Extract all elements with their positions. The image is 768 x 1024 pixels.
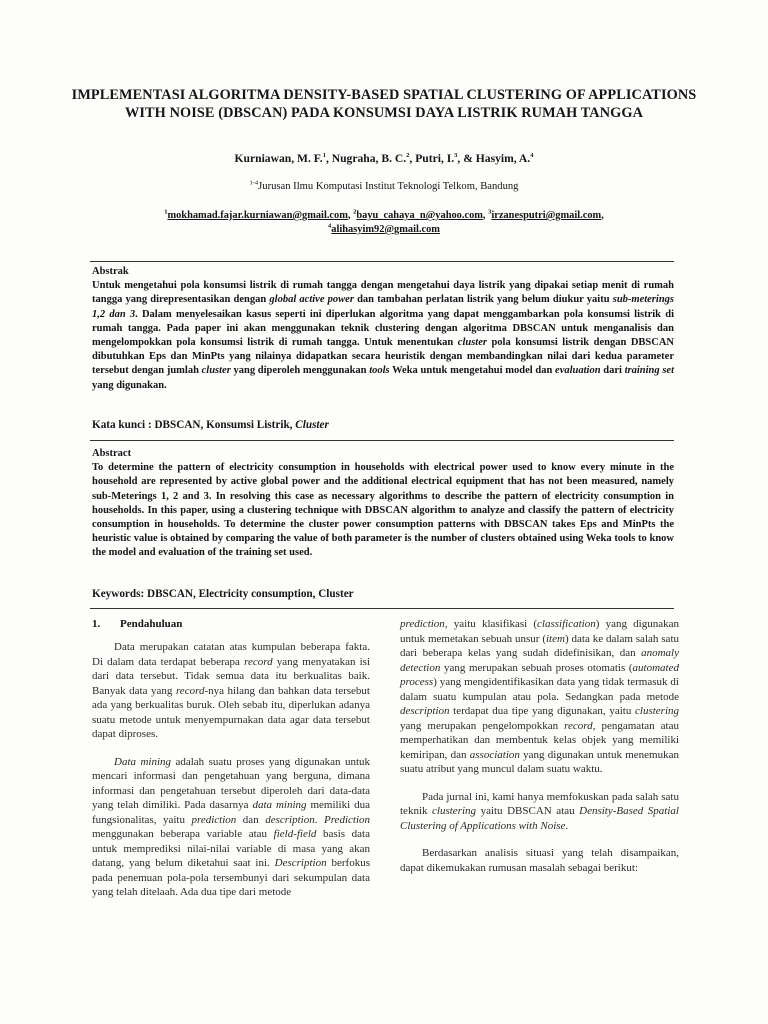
italic-text: description [400,705,450,717]
text: yang merupakan sebuah proses otomatis ( [440,661,633,674]
text: ) data ke dalam salah satu dari beberapa kelas yang sudah didefinisikan, dan [400,632,679,659]
abstrak-body [92,279,674,393]
abstrak-heading: Abstrak [92,266,129,277]
italic-text: anomaly detection [400,647,679,674]
affiliation-text: Jurusan Ilmu Komputasi Institut Teknologi Telkom, Bandung [258,181,519,192]
abstrak-text: yang digunakan. [92,379,167,391]
author-sup: 2 [406,152,410,160]
author-name: Hasyim, A. [475,152,531,165]
italic-text: classification [537,618,596,630]
affiliation-sup: 1-4 [249,179,259,187]
author-list: Kurniawan, M. F.$^1$, Nugraha, B. C.$^2$, Putri, I.$^3$, & Hasyim, A.$^4$ [234,152,534,165]
section-number: 1. [92,618,101,630]
abstrak-text: dari [600,365,625,377]
email-link[interactable]: irzanesputri@gmail.com [491,210,602,221]
italic-text: Description [274,857,327,869]
italic-text: prediction [191,813,237,826]
text: dan [236,813,266,826]
abstract-section [92,447,674,561]
abstrak-italic: training set [624,365,675,377]
text: Pada jurnal ini, kami hanya memfokuskan pada salah satu teknik [400,790,679,817]
text: , yaitu klasifikasi ( [444,618,538,630]
text: adalah suatu proses yang digunakan untuk mencari informasi dan pengetahuan yang berguna, dimana informasi dan pengetahuan tersebut diperoleh dari data-data yang telah dimiliki. Pada dasarnya [92,755,370,811]
email-link[interactable]: alihasyim92@gmail.com [331,224,440,235]
paragraph [400,790,679,834]
author-name: Kurniawan, M. F. [234,152,323,165]
text: yang menyatakan isi dari data tersebut. Tidak semua data itu berkualitas baik. Banyak data yang [92,655,370,697]
paragraph: Berdasarkan analisis situasi yang telah disampaikan, dapat dikemukakan rumusan masalah sebagai berikut: [400,847,679,874]
italic-text: association [469,748,520,761]
text: memiliki dua fungsionalitas, yaitu [92,799,370,826]
abstrak-text: yang diperoleh menggunakan [230,365,370,377]
italic-text: Prediction [323,813,370,826]
paragraph [92,640,370,742]
paragraph-gap [92,742,370,755]
text: . [314,813,324,826]
italic-text: item [546,632,565,645]
italic-text: record [244,655,273,668]
abstrak-text: Untuk mengetahui pola konsumsi listrik di rumah tangga dengan mengetahui daya listrik yang dipakai setiap menit di rumah tangga yang direpresentasikan dengan [92,280,674,306]
email-list: $^1$mokhamad.fajar.kurniawan@gmail.com, $^2$bayu_cahaya_n@yahoo.com, $^3$irzanesputri@gmail.com, $^4$alihasyim92@gmail.com [164,208,604,235]
abstrak-italic: cluster [457,337,487,349]
left-column [92,640,370,900]
italic-text: data mining [252,799,307,811]
text: Data merupakan catatan atas kumpulan beberapa fakta. Di dalam data terdapat beberapa [92,641,370,668]
keywords: Keywords: DBSCAN, Electricity consumption, Cluster [92,588,354,600]
text: ) yang mengidentifikasikan data yang tidak termasuk di dalam suatu kumpulan atau pola. Sedangkan pada metode [400,676,679,703]
text: yaitu DBSCAN atau [476,805,580,817]
email-sup: 4 [328,222,332,230]
section-heading [92,618,182,630]
italic-text: record [175,684,205,697]
text: berfokus pada penemuan pola-pola tersembunyi dari sekumpulan data yang telah ditelaah. Ada dua tipe dari metode [92,857,370,898]
abstrak-text: pola konsumsi listrik dengan DBSCAN dibutuhkan Eps dan MinPts yang nilainya didapatkan secara heuristik dengan membandingkan nilai dari kedua parameter tersebut dengan jumlah [92,337,674,377]
email-sup: 2 [353,208,357,216]
text: yang merupakan pengelompokkan [400,719,565,732]
paper-title: IMPLEMENTASI ALGORITMA DENSITY-BASED SPATIAL CLUSTERING OF APPLICATIONS WITH NOISE (DBSCAN) PADA KONSUMSI DAYA LISTRIK RUMAH TANGGA [71,87,697,121]
text: yang digunakan untuk menemukan suatu atribut yang muncul dalam suatu waktu. [400,748,679,775]
italic-text: record [564,719,593,732]
italic-text: description [265,813,315,826]
italic-text: automated process [400,661,679,688]
italic-text: Data mining [114,755,172,768]
paragraph [92,755,370,900]
paragraph [400,617,679,777]
email-sup: 3 [488,208,492,216]
divider [90,440,674,441]
text: -nya hilang dan bahkan data tersebut ada yang berkualitas buruk. Oleh sebab itu, diperlukan adanya suatu metode untuk menyempurnakan data agar data tersebut dapat diproses. [92,684,370,740]
kata-kunci-italic: Cluster [295,419,329,431]
abstrak-italic: evaluation [555,365,601,377]
section-title: Pendahuluan [120,618,183,630]
email-link[interactable]: mokhamad.fajar.kurniawan@gmail.com [167,210,348,221]
italic-text: clustering [635,705,679,717]
paragraph-gap [400,777,679,790]
italic-text: Density-Based Spatial Clustering of Applications with Noise [400,805,679,832]
email-link[interactable]: bayu_cahaya_n@yahoo.com [356,210,483,221]
kata-kunci-label: Kata kunci : DBSCAN, Konsumsi Listrik, [92,419,296,431]
abstrak-italic: global active power [269,294,354,306]
italic-text: field-field [273,828,317,840]
italic-text: prediction [400,618,445,630]
email-sup: 1 [164,208,168,216]
author-name: Putri, I. [415,152,455,165]
text: . [565,819,569,832]
text: terdapat dua tipe yang digunakan, yaitu [449,705,635,717]
text: menggunakan beberapa variable atau [92,828,274,840]
abstrak-italic: tools [369,365,390,377]
paragraph-gap [400,833,679,846]
text: basis data untuk memprediksi nilai-nilai variable di masa yang akan datang, yang belum diketahui saat ini. [92,828,370,869]
abstrak-text: Weka untuk mengetahui model dan [389,365,556,377]
divider [90,261,674,262]
abstrak-section [92,265,674,393]
author-sup: 1 [322,152,326,160]
abstrak-text: . Dalam menyelesaikan kasus seperti ini diperlukan algoritma yang dapat menggambarkan pola konsumsi listrik di rumah tangga. Pada paper ini akan menggunakan teknik clustering dengan algoritma DBSCAN untuk menganalisis dan mengelompokkan pola konsumsi listrik di rumah tangga. Untuk menentukan [92,308,674,349]
abstract-body: To determine the pattern of electricity consumption in households with electrical power used to know every minute in the household are represented by active global power and the additional electrical equipment that has not been measured, namely sub-Meterings 1, 2 and 3. In resolving this case as necessary algorithms to describe the pattern of electricity consumption in households. In this paper, using a clustering technique with DBSCAN algorithm to analyze and classify the pattern of electricity consumption in households. To determine the cluster power consumption patterns with DBSCAN takes Eps and MinPts the heuristic value is obtained by comparing the value of both parameter is the number of clusters obtained using Weka tools to know the model and evaluation of the training set used. [92,462,674,559]
italic-text: clustering [432,805,477,817]
abstrak-text: dan tambahan perlatan listrik yang belum diukur yaitu [353,294,613,306]
author-sup: 3 [454,152,458,160]
affiliation [60,181,708,192]
text: , pengamatan atau memperhatikan dan membentuk kelas objek yang memiliki kemiripan, dan [400,719,679,761]
text: ) yang digunakan untuk memetakan sebuah unsur ( [400,618,679,645]
author-name: Nugraha, B. C. [331,152,407,165]
abstrak-italic: cluster [201,365,231,377]
author-sup: 4 [530,152,534,160]
abstrak-italic: sub-meterings 1,2 dan 3 [92,294,674,320]
divider [90,608,674,609]
kata-kunci [92,419,329,431]
right-column [400,617,679,875]
abstract-heading: Abstract [92,448,132,459]
